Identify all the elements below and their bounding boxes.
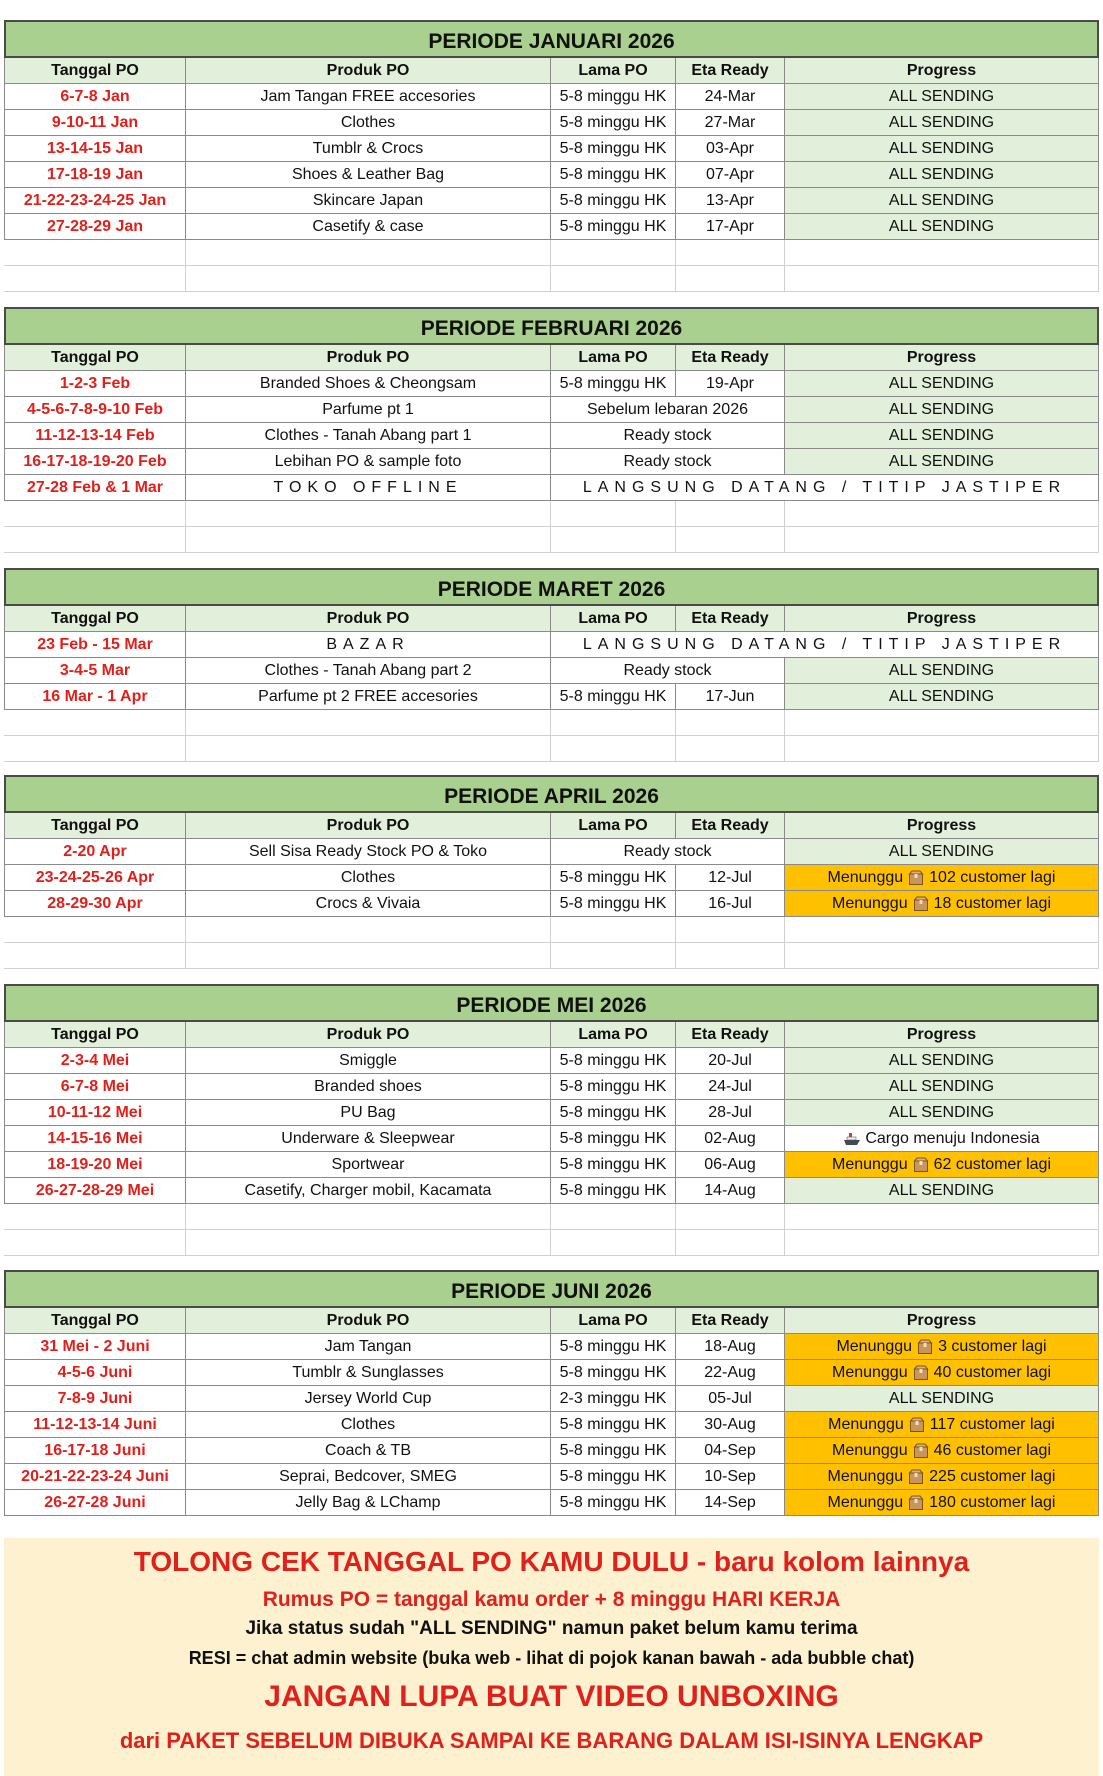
empty-cell: [186, 501, 551, 527]
po-product: Casetify & case: [186, 214, 551, 240]
empty-cell: [4, 266, 186, 292]
period-title: PERIODE MEI 2026: [4, 984, 1099, 1022]
po-product: Sell Sisa Ready Stock PO & Toko: [186, 839, 551, 865]
merged-note: LANGSUNG DATANG / TITIP JASTIPER: [551, 475, 1099, 501]
lama-eta-merged: Sebelum lebaran 2026: [551, 397, 785, 423]
progress-label: Menunggu: [831, 1363, 908, 1381]
period-title: PERIODE JANUARI 2026: [4, 20, 1099, 58]
lama-po: 5-8 minggu HK: [551, 684, 676, 710]
progress-label: Menunggu: [831, 1155, 908, 1173]
lama-po: 5-8 minggu HK: [551, 1074, 676, 1100]
po-product: Clothes - Tanah Abang part 1: [186, 423, 551, 449]
progress-status: ALL SENDING: [785, 1100, 1099, 1126]
eta-ready: 14-Sep: [676, 1490, 785, 1516]
po-product: BAZAR: [186, 632, 551, 658]
empty-cell: [186, 917, 551, 943]
empty-cell: [186, 710, 551, 736]
po-product: PU Bag: [186, 1100, 551, 1126]
column-header: Progress: [785, 1022, 1099, 1048]
lama-eta-merged: Ready stock: [551, 449, 785, 475]
lama-eta-merged: Ready stock: [551, 839, 785, 865]
progress-status: ALL SENDING: [785, 110, 1099, 136]
empty-cell: [785, 917, 1099, 943]
eta-ready: 04-Sep: [676, 1438, 785, 1464]
package-icon: [913, 1157, 929, 1173]
lama-po: 5-8 minggu HK: [551, 1178, 676, 1204]
empty-cell: [676, 1204, 785, 1230]
progress-status: ALL SENDING: [785, 658, 1099, 684]
po-product: Jersey World Cup: [186, 1386, 551, 1412]
progress-status: ALL SENDING: [785, 449, 1099, 475]
po-date: 6-7-8 Jan: [4, 84, 186, 110]
empty-cell: [785, 527, 1099, 553]
note-unboxing: JANGAN LUPA BUAT VIDEO UNBOXING: [264, 1680, 839, 1713]
po-date: 18-19-20 Mei: [4, 1152, 186, 1178]
po-product: Branded Shoes & Cheongsam: [186, 371, 551, 397]
po-date: 2-3-4 Mei: [4, 1048, 186, 1074]
po-product: Jam Tangan FREE accesories: [186, 84, 551, 110]
po-date: 16-17-18 Juni: [4, 1438, 186, 1464]
po-product: Parfume pt 2 FREE accesories: [186, 684, 551, 710]
progress-count: 18 customer lagi: [933, 894, 1051, 912]
progress-label: Menunggu: [831, 894, 908, 912]
eta-ready: 07-Apr: [676, 162, 785, 188]
eta-ready: 30-Aug: [676, 1412, 785, 1438]
po-product: Smiggle: [186, 1048, 551, 1074]
empty-cell: [186, 266, 551, 292]
eta-ready: 18-Aug: [676, 1334, 785, 1360]
progress-count: 46 customer lagi: [933, 1441, 1051, 1459]
column-header: Eta Ready: [676, 813, 785, 839]
po-date: 17-18-19 Jan: [4, 162, 186, 188]
eta-ready: 22-Aug: [676, 1360, 785, 1386]
po-date: 3-4-5 Mar: [4, 658, 186, 684]
lama-po: 5-8 minggu HK: [551, 891, 676, 917]
package-icon: [908, 1469, 924, 1485]
po-product: Jam Tangan: [186, 1334, 551, 1360]
eta-ready: 14-Aug: [676, 1178, 785, 1204]
po-date: 27-28 Feb & 1 Mar: [4, 475, 186, 501]
po-product: Clothes: [186, 865, 551, 891]
po-date: 16 Mar - 1 Apr: [4, 684, 186, 710]
empty-cell: [785, 1230, 1099, 1256]
column-header: Eta Ready: [676, 606, 785, 632]
progress-status: ALL SENDING: [785, 214, 1099, 240]
empty-cell: [4, 240, 186, 266]
po-product: Tumblr & Sunglasses: [186, 1360, 551, 1386]
empty-cell: [551, 943, 676, 969]
column-header: Progress: [785, 813, 1099, 839]
empty-cell: [676, 266, 785, 292]
empty-cell: [4, 736, 186, 762]
empty-cell: [186, 1204, 551, 1230]
empty-cell: [785, 736, 1099, 762]
empty-cell: [551, 527, 676, 553]
lama-po: 5-8 minggu HK: [551, 84, 676, 110]
po-product: Parfume pt 1: [186, 397, 551, 423]
po-date: 27-28-29 Jan: [4, 214, 186, 240]
po-product: Jelly Bag & LChamp: [186, 1490, 551, 1516]
po-date: 23-24-25-26 Apr: [4, 865, 186, 891]
eta-ready: 12-Jul: [676, 865, 785, 891]
column-header: Tanggal PO: [4, 1308, 186, 1334]
progress-status: [785, 1438, 1099, 1464]
progress-status: ALL SENDING: [785, 839, 1099, 865]
progress-count: 40 customer lagi: [933, 1363, 1051, 1381]
po-product: Clothes - Tanah Abang part 2: [186, 658, 551, 684]
empty-cell: [551, 917, 676, 943]
empty-cell: [551, 501, 676, 527]
progress-status: ALL SENDING: [785, 371, 1099, 397]
eta-ready: 16-Jul: [676, 891, 785, 917]
progress-status: ALL SENDING: [785, 397, 1099, 423]
column-header: Tanggal PO: [4, 58, 186, 84]
po-product: Coach & TB: [186, 1438, 551, 1464]
po-date: 11-12-13-14 Feb: [4, 423, 186, 449]
empty-cell: [551, 266, 676, 292]
progress-status: ALL SENDING: [785, 188, 1099, 214]
progress-count: 117 customer lagi: [929, 1415, 1055, 1433]
column-header: Eta Ready: [676, 345, 785, 371]
progress-status: [785, 1412, 1099, 1438]
po-product: Crocs & Vivaia: [186, 891, 551, 917]
column-header: Produk PO: [186, 1022, 551, 1048]
period-title: PERIODE APRIL 2026: [4, 775, 1099, 813]
progress-status: ALL SENDING: [785, 423, 1099, 449]
column-header: Lama PO: [551, 58, 676, 84]
progress-status: [785, 1360, 1099, 1386]
po-product: Sportwear: [186, 1152, 551, 1178]
note-formula: Rumus PO = tanggal kamu order + 8 minggu HARI KERJA: [262, 1588, 841, 1611]
po-product: Tumblr & Crocs: [186, 136, 551, 162]
progress-status: ALL SENDING: [785, 1048, 1099, 1074]
progress-status: ALL SENDING: [785, 162, 1099, 188]
lama-po: 5-8 minggu HK: [551, 1152, 676, 1178]
eta-ready: 13-Apr: [676, 188, 785, 214]
lama-po: 5-8 minggu HK: [551, 188, 676, 214]
po-product: Skincare Japan: [186, 188, 551, 214]
progress-count: 62 customer lagi: [933, 1155, 1051, 1173]
merged-note: LANGSUNG DATANG / TITIP JASTIPER: [551, 632, 1099, 658]
po-product: Casetify, Charger mobil, Kacamata: [186, 1178, 551, 1204]
package-icon: [913, 1443, 929, 1459]
column-header: Produk PO: [186, 1308, 551, 1334]
column-header: Lama PO: [551, 345, 676, 371]
package-icon: [909, 1417, 925, 1433]
progress-status: [785, 1464, 1099, 1490]
empty-cell: [676, 736, 785, 762]
lama-po: 5-8 minggu HK: [551, 1438, 676, 1464]
lama-po: 5-8 minggu HK: [551, 1126, 676, 1152]
eta-ready: 28-Jul: [676, 1100, 785, 1126]
package-icon: [917, 1339, 933, 1355]
column-header: Tanggal PO: [4, 813, 186, 839]
po-date: 11-12-13-14 Juni: [4, 1412, 186, 1438]
empty-cell: [4, 943, 186, 969]
column-header: Eta Ready: [676, 1022, 785, 1048]
progress-status: [785, 865, 1099, 891]
note-unboxing-detail: dari PAKET SEBELUM DIBUKA SAMPAI KE BARANG DALAM ISI-ISINYA LENGKAP: [119, 1728, 984, 1753]
note-check-date: TOLONG CEK TANGGAL PO KAMU DULU - baru kolom lainnya: [133, 1546, 970, 1577]
progress-status: ALL SENDING: [785, 136, 1099, 162]
progress-count: 102 customer lagi: [929, 868, 1056, 886]
lama-po: 5-8 minggu HK: [551, 110, 676, 136]
eta-ready: 10-Sep: [676, 1464, 785, 1490]
po-date: 28-29-30 Apr: [4, 891, 186, 917]
eta-ready: 17-Apr: [676, 214, 785, 240]
column-header: Lama PO: [551, 1022, 676, 1048]
po-date: 31 Mei - 2 Juni: [4, 1334, 186, 1360]
empty-cell: [551, 736, 676, 762]
progress-count: 225 customer lagi: [929, 1467, 1056, 1485]
column-header: Eta Ready: [676, 1308, 785, 1334]
note-resi: RESI = chat admin website (buka web - lihat di pojok kanan bawah - ada bubble chat): [188, 1648, 915, 1668]
po-date: 2-20 Apr: [4, 839, 186, 865]
empty-cell: [4, 917, 186, 943]
progress-status: ALL SENDING: [785, 84, 1099, 110]
column-header: Lama PO: [551, 813, 676, 839]
po-date: 20-21-22-23-24 Juni: [4, 1464, 186, 1490]
package-icon: [913, 896, 929, 912]
notes-panel: [4, 1538, 1099, 1776]
empty-cell: [676, 240, 785, 266]
lama-po: 5-8 minggu HK: [551, 1464, 676, 1490]
column-header: Progress: [785, 606, 1099, 632]
lama-eta-merged: Ready stock: [551, 423, 785, 449]
empty-cell: [785, 1204, 1099, 1230]
po-date: 13-14-15 Jan: [4, 136, 186, 162]
lama-po: 5-8 minggu HK: [551, 371, 676, 397]
lama-po: 5-8 minggu HK: [551, 865, 676, 891]
po-date: 9-10-11 Jan: [4, 110, 186, 136]
empty-cell: [4, 710, 186, 736]
po-date: 4-5-6 Juni: [4, 1360, 186, 1386]
lama-po: 5-8 minggu HK: [551, 214, 676, 240]
eta-ready: 05-Jul: [676, 1386, 785, 1412]
period-title: PERIODE JUNI 2026: [4, 1270, 1099, 1308]
empty-cell: [676, 501, 785, 527]
column-header: Lama PO: [551, 606, 676, 632]
progress-label: Menunggu: [831, 1441, 908, 1459]
po-product: Seprai, Bedcover, SMEG: [186, 1464, 551, 1490]
progress-count: 180 customer lagi: [929, 1493, 1056, 1511]
progress-label: Menunggu: [827, 1493, 904, 1511]
po-date: 23 Feb - 15 Mar: [4, 632, 186, 658]
po-product: Clothes: [186, 110, 551, 136]
lama-po: 5-8 minggu HK: [551, 1490, 676, 1516]
empty-cell: [676, 527, 785, 553]
progress-label: Menunggu: [827, 1467, 904, 1485]
lama-po: 5-8 minggu HK: [551, 1360, 676, 1386]
column-header: Produk PO: [186, 606, 551, 632]
eta-ready: 03-Apr: [676, 136, 785, 162]
progress-status: [785, 1490, 1099, 1516]
eta-ready: 02-Aug: [676, 1126, 785, 1152]
lama-po: 5-8 minggu HK: [551, 1100, 676, 1126]
empty-cell: [785, 266, 1099, 292]
progress-status: [785, 1152, 1099, 1178]
empty-cell: [676, 710, 785, 736]
po-product: TOKO OFFLINE: [186, 475, 551, 501]
empty-cell: [785, 240, 1099, 266]
empty-cell: [551, 1230, 676, 1256]
column-header: Tanggal PO: [4, 345, 186, 371]
column-header: Eta Ready: [676, 58, 785, 84]
lama-po: 5-8 minggu HK: [551, 162, 676, 188]
po-date: 10-11-12 Mei: [4, 1100, 186, 1126]
progress-label: Menunggu: [828, 1415, 904, 1433]
empty-cell: [4, 527, 186, 553]
po-product: Shoes & Leather Bag: [186, 162, 551, 188]
period-title: PERIODE FEBRUARI 2026: [4, 307, 1099, 345]
column-header: Lama PO: [551, 1308, 676, 1334]
empty-cell: [4, 1204, 186, 1230]
eta-ready: 24-Mar: [676, 84, 785, 110]
eta-ready: 20-Jul: [676, 1048, 785, 1074]
po-product: Clothes: [186, 1412, 551, 1438]
progress-status: [785, 891, 1099, 917]
empty-cell: [676, 917, 785, 943]
column-header: Progress: [785, 58, 1099, 84]
progress-status: ALL SENDING: [785, 684, 1099, 710]
empty-cell: [186, 1230, 551, 1256]
empty-cell: [676, 943, 785, 969]
eta-ready: 24-Jul: [676, 1074, 785, 1100]
po-date: 4-5-6-7-8-9-10 Feb: [4, 397, 186, 423]
empty-cell: [186, 527, 551, 553]
po-date: 26-27-28-29 Mei: [4, 1178, 186, 1204]
eta-ready: 27-Mar: [676, 110, 785, 136]
lama-po: 5-8 minggu HK: [551, 1048, 676, 1074]
po-date: 7-8-9 Juni: [4, 1386, 186, 1412]
lama-po: 2-3 minggu HK: [551, 1386, 676, 1412]
empty-cell: [785, 710, 1099, 736]
package-icon: [913, 1365, 929, 1381]
period-title: PERIODE MARET 2026: [4, 568, 1099, 606]
empty-cell: [551, 240, 676, 266]
progress-status: [785, 1334, 1099, 1360]
column-header: Produk PO: [186, 345, 551, 371]
lama-eta-merged: Ready stock: [551, 658, 785, 684]
lama-po: 5-8 minggu HK: [551, 1334, 676, 1360]
progress-status: ALL SENDING: [785, 1178, 1099, 1204]
po-date: 6-7-8 Mei: [4, 1074, 186, 1100]
package-icon: [908, 870, 924, 886]
empty-cell: [186, 240, 551, 266]
column-header: Progress: [785, 1308, 1099, 1334]
progress-status: [785, 1126, 1099, 1152]
ship-icon: [843, 1131, 861, 1147]
po-date: 14-15-16 Mei: [4, 1126, 186, 1152]
po-date: 26-27-28 Juni: [4, 1490, 186, 1516]
po-product: Branded shoes: [186, 1074, 551, 1100]
column-header: Produk PO: [186, 58, 551, 84]
progress-label: Menunggu: [836, 1337, 913, 1355]
empty-cell: [186, 736, 551, 762]
progress-status: ALL SENDING: [785, 1074, 1099, 1100]
column-header: Tanggal PO: [4, 1022, 186, 1048]
empty-cell: [785, 943, 1099, 969]
po-date: 21-22-23-24-25 Jan: [4, 188, 186, 214]
eta-ready: 17-Jun: [676, 684, 785, 710]
progress-label: Menunggu: [827, 868, 904, 886]
lama-po: 5-8 minggu HK: [551, 1412, 676, 1438]
empty-cell: [186, 943, 551, 969]
lama-po: 5-8 minggu HK: [551, 136, 676, 162]
column-header: Progress: [785, 345, 1099, 371]
progress-label: Cargo menuju Indonesia: [865, 1129, 1040, 1147]
empty-cell: [551, 1204, 676, 1230]
column-header: Tanggal PO: [4, 606, 186, 632]
po-product: Underware & Sleepwear: [186, 1126, 551, 1152]
column-header: Produk PO: [186, 813, 551, 839]
po-product: Lebihan PO & sample foto: [186, 449, 551, 475]
empty-cell: [785, 501, 1099, 527]
empty-cell: [551, 710, 676, 736]
po-date: 16-17-18-19-20 Feb: [4, 449, 186, 475]
package-icon: [908, 1495, 924, 1511]
po-date: 1-2-3 Feb: [4, 371, 186, 397]
note-status: Jika status sudah "ALL SENDING" namun paket belum kamu terima: [245, 1618, 858, 1639]
empty-cell: [676, 1230, 785, 1256]
empty-cell: [4, 501, 186, 527]
progress-status: ALL SENDING: [785, 1386, 1099, 1412]
empty-cell: [4, 1230, 186, 1256]
eta-ready: 06-Aug: [676, 1152, 785, 1178]
progress-count: 3 customer lagi: [938, 1337, 1047, 1355]
eta-ready: 19-Apr: [676, 371, 785, 397]
